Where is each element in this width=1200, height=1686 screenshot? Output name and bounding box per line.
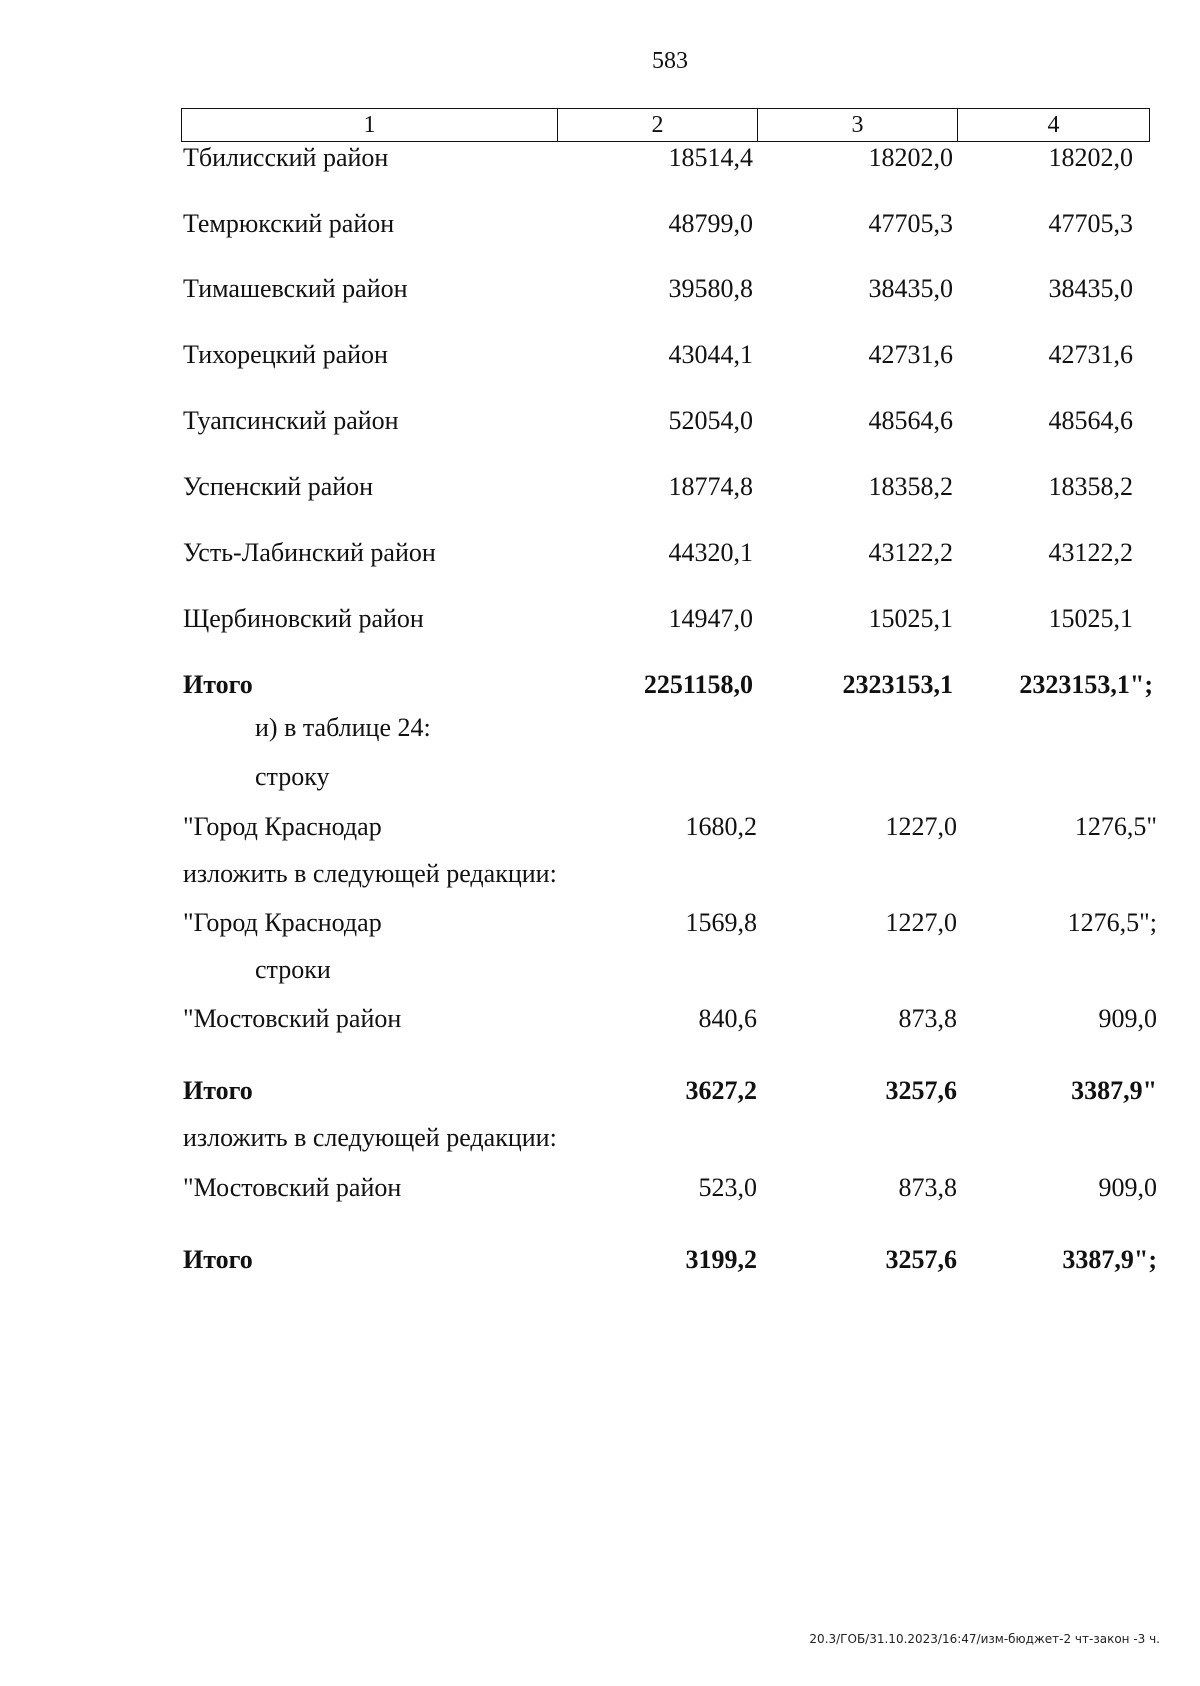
restate-text: изложить в следующей редакции: — [183, 1123, 557, 1152]
document-footer: 20.3/ГОБ/31.10.2023/16:47/изм-бюджет-2 чт-закон -3 ч. — [809, 1632, 1160, 1646]
total-col-3: 3257,6 — [885, 1076, 957, 1105]
table-row — [0, 1004, 1200, 1038]
header-col-4: 4 — [1047, 112, 1060, 138]
row-col-4: 42731,6 — [1048, 340, 1133, 369]
table-row — [0, 1173, 1200, 1207]
row-name: Темрюкский район — [183, 209, 395, 238]
row-col-3: 42731,6 — [868, 340, 953, 369]
table-row — [0, 274, 1200, 308]
table-row — [0, 406, 1200, 440]
row-name: "Город Краснодар — [183, 812, 382, 841]
row-col-4: 909,0 — [1098, 1173, 1157, 1202]
row-col-4: 47705,3 — [1048, 209, 1133, 238]
row-col-4: 1276,5"; — [1067, 908, 1157, 937]
row-name: Усть-Лабинский район — [183, 538, 436, 567]
total-label: Итого — [183, 1076, 253, 1105]
row-name: "Мостовский район — [183, 1004, 402, 1033]
total-row — [0, 1076, 1200, 1110]
total-col-2: 3199,2 — [685, 1245, 757, 1274]
row-col-3: 15025,1 — [868, 604, 953, 633]
header-col-3: 3 — [758, 109, 958, 141]
row-col-3: 18358,2 — [868, 472, 953, 501]
line-label: строку — [255, 762, 330, 791]
row-col-4: 18358,2 — [1048, 472, 1133, 501]
lines-label: строки — [255, 955, 331, 984]
row-col-3: 47705,3 — [868, 209, 953, 238]
row-col-2: 840,6 — [698, 1004, 757, 1033]
total-col-4: 3387,9"; — [1062, 1245, 1157, 1274]
row-col-3: 18202,0 — [868, 143, 953, 172]
row-name: Туапсинский район — [183, 406, 399, 435]
row-col-2: 14947,0 — [668, 604, 753, 633]
total-col-4: 2323153,1"; — [1019, 670, 1153, 699]
row-name: Тимашевский район — [183, 274, 408, 303]
row-col-4: 909,0 — [1098, 1004, 1157, 1033]
table-row — [0, 340, 1200, 374]
page-number: 583 — [652, 48, 688, 74]
row-col-4: 18202,0 — [1048, 143, 1133, 172]
row-name: Тбилисский район — [183, 143, 389, 172]
total-col-4: 3387,9" — [1071, 1076, 1157, 1105]
table-header — [181, 108, 1150, 142]
table-row — [0, 472, 1200, 506]
total-row — [0, 1245, 1200, 1279]
row-col-4: 38435,0 — [1048, 274, 1133, 303]
row-col-2: 44320,1 — [668, 538, 753, 567]
row-name: Успенский район — [183, 472, 374, 501]
row-col-2: 48799,0 — [668, 209, 753, 238]
row-col-3: 873,8 — [898, 1173, 957, 1202]
table-row — [0, 143, 1200, 177]
row-col-3: 1227,0 — [885, 812, 957, 841]
table-row — [0, 604, 1200, 638]
row-name: "Мостовский район — [183, 1173, 402, 1202]
row-col-2: 43044,1 — [668, 340, 753, 369]
table24-heading: и) в таблице 24: — [255, 713, 431, 742]
row-col-3: 43122,2 — [868, 538, 953, 567]
table-row — [0, 209, 1200, 243]
table-row — [0, 538, 1200, 572]
row-name: Тихорецкий район — [183, 340, 388, 369]
restate-text: изложить в следующей редакции: — [183, 859, 557, 888]
row-col-3: 38435,0 — [868, 274, 953, 303]
row-col-2: 523,0 — [698, 1173, 757, 1202]
row-col-2: 18514,4 — [668, 143, 753, 172]
table-row — [0, 812, 1200, 846]
row-name: "Город Краснодар — [183, 908, 382, 937]
header-col-2: 2 — [558, 109, 758, 141]
row-col-2: 18774,8 — [668, 472, 753, 501]
table-row — [0, 908, 1200, 942]
total-col-3: 2323153,1 — [842, 670, 953, 699]
row-name: Щербиновский район — [183, 604, 424, 633]
row-col-3: 48564,6 — [868, 406, 953, 435]
total-col-2: 3627,2 — [685, 1076, 757, 1105]
header-col-1: 1 — [182, 109, 558, 141]
row-col-2: 1569,8 — [685, 908, 757, 937]
row-col-3: 1227,0 — [885, 908, 957, 937]
row-col-2: 52054,0 — [668, 406, 753, 435]
row-col-2: 1680,2 — [685, 812, 757, 841]
row-col-4: 48564,6 — [1048, 406, 1133, 435]
total-label: Итого — [183, 670, 253, 699]
row-col-4: 1276,5" — [1074, 812, 1157, 841]
row-col-4: 15025,1 — [1048, 604, 1133, 633]
total-row — [0, 670, 1200, 704]
row-col-4: 43122,2 — [1048, 538, 1133, 567]
total-label: Итого — [183, 1245, 253, 1274]
total-col-3: 3257,6 — [885, 1245, 957, 1274]
row-col-2: 39580,8 — [668, 274, 753, 303]
row-col-3: 873,8 — [898, 1004, 957, 1033]
total-col-2: 2251158,0 — [643, 670, 753, 699]
